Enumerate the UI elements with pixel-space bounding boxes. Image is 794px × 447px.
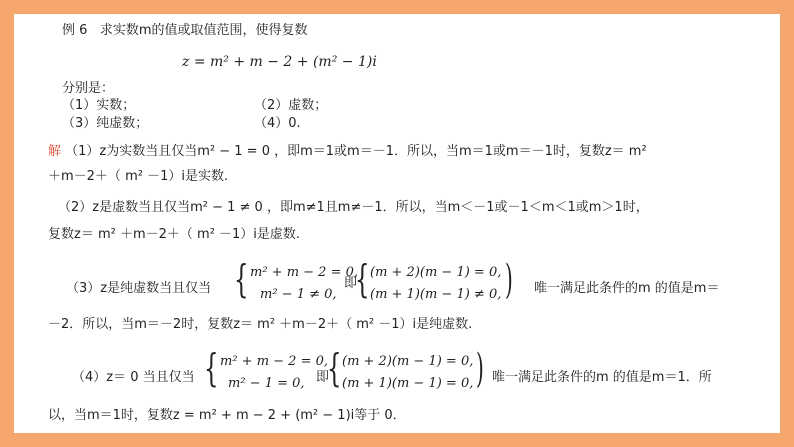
example-heading [62,22,307,40]
system-4-eq-1: (m + 2)(m − 1) = 0, [342,354,474,369]
solution-mark: 解 [48,144,62,159]
solution-part-4-post: 唯一满足此条件的m 的值是m＝1．所 [492,370,712,385]
case-4: （4）0. [254,116,301,131]
solution-part-1-line-1: 解 （1）z为实数当且仅当m² − 1 = 0 ，即m＝1或m＝－1．所以，当m＝1或m＝－1时，复数z＝ m² [48,144,647,159]
slide-content [14,14,780,433]
system-2-eq-2: (m + 1)(m − 1) ≠ 0, [370,287,502,302]
case-1: （1）实数； [62,98,136,113]
solution-part-2-line-1: （2）z是虚数当且仅当m² − 1 ≠ 0 ，即m≠1且m≠－1．所以，当m＜－1或－1＜m＜1或m＞1时， [58,200,649,215]
system-3-eq-1: m² + m − 2 = 0, [220,354,329,369]
solution-part-3-pre: （3）z是纯虚数当且仅当 [66,281,212,296]
ji-label: 即 [316,370,330,385]
solution-part-4-line-2: 以，当m＝1时，复数z = m² + m − 2 + (m² − 1)i等于 0． [48,408,406,423]
solution-part-1-line-2: ＋m－2＋（ m² －1）i是实数. [48,169,229,184]
left-brace: { [355,257,370,301]
system-3-eq-2: m² − 1 = 0, [228,376,305,391]
system-2-eq-1: (m + 2)(m − 1) = 0, [370,265,502,280]
main-formula: z = m² + m − 2 + (m² − 1)i [182,54,377,70]
case-3: （3）纯虚数； [62,116,149,131]
solution-part-3-line-2: －2．所以，当m＝－2时，复数z＝ m² ＋m－2＋（ m² －1）i是纯虚数. [48,317,473,332]
left-brace: { [204,346,219,390]
example-title: 求实数m的值或取值范围，使得复数 [99,23,308,38]
system-4-eq-2: (m + 1)(m − 1) = 0, [342,376,474,391]
left-brace: { [234,257,249,301]
solution-part-4-pre: （4）z＝ 0 当且仅当 [72,370,195,385]
right-paren: ) [476,346,484,392]
left-brace: { [327,346,342,390]
solution-part-2-line-2: 复数z＝ m² ＋m－2＋（ m² －1）i是虚数. [48,227,301,242]
system-1-eq-2: m² − 1 ≠ 0, [260,287,337,302]
solution-part-3-post: 唯一满足此条件的m 的值是m＝ [534,281,720,296]
cases-intro: 分别是： [62,81,115,96]
example-label: 例 6 [62,23,88,38]
case-2: （2）虚数； [254,98,328,113]
ji-label: 即 [344,276,358,291]
right-paren: ) [505,257,513,303]
system-1-eq-1: m² + m − 2 = 0, [250,265,359,280]
